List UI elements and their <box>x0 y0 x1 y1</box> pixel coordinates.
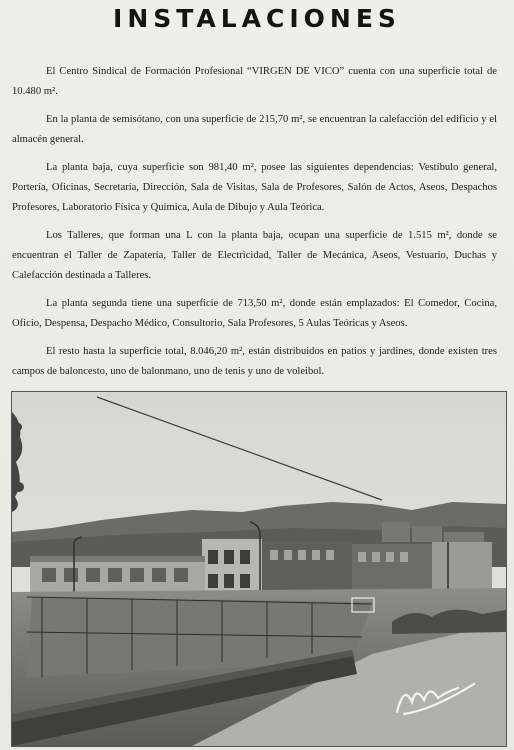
paragraph-total-area: El Centro Sindical de Formación Profesional “VIRGEN DE VICO” cuenta con una superficie total de 10.480 m². <box>12 66 497 97</box>
paragraph-planta-baja: La planta baja, cuya superficie son 981,40 m², posee las siguientes dependencias: Vestíbulo general, Portería, Oficinas, Secretaría, Dirección, Sala de Visitas, Sala de Profesores, Salón de Actos, Aseos, Despachos Profesores, Laboratorio Física y Química, Aula de Dibujo y Aula Teórica. <box>12 162 497 213</box>
page-title: INSTALACIONES <box>113 4 401 33</box>
paragraph-talleres: Los Talleres, que forman una L con la planta baja, ocupan una superficie de 1.515 m², donde se encuentran el Taller de Zapatería, Taller de Electricidad, Taller de Mecánica, Aseos, Vestuario, Duchas y Calefacción destinada a Talleres. <box>12 230 497 281</box>
building-photo-image <box>12 392 506 746</box>
paragraph-planta-segunda: La planta segunda tiene una superficie de 713,50 m², donde están emplazados: El Comedor, Cocina, Oficio, Despensa, Despacho Médico, Consultorio, Sala Profesores, 5 Aulas Teóricas y Aseos. <box>12 298 497 329</box>
paragraph-patios: El resto hasta la superficie total, 8.046,20 m², están distribuidos en patios y jardines, donde existen tres campos de baloncesto, uno de balonmano, uno de tenis y uno de voleibol. <box>12 346 497 377</box>
paragraph-semisotano: En la planta de semisótano, con una superficie de 215,70 m², se encuentran la calefacción del edificio y el almacén general. <box>12 114 497 145</box>
body-text <box>12 62 497 390</box>
building-photo <box>11 391 507 747</box>
